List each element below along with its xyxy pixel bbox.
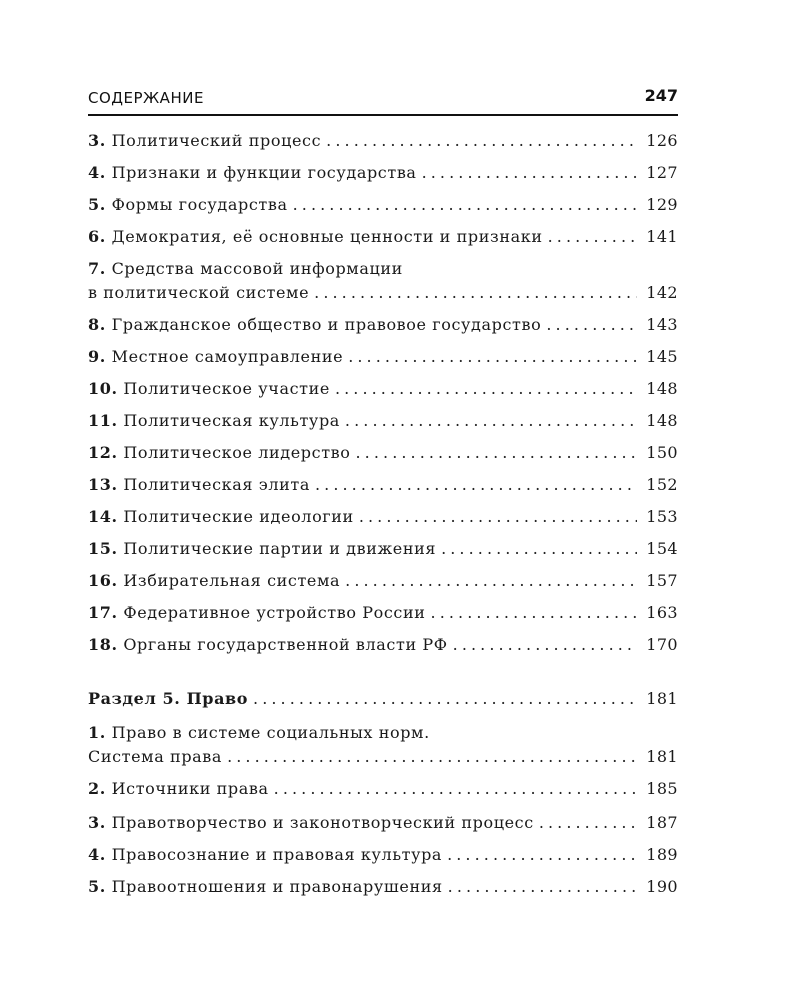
- section-page: 181: [646, 689, 678, 708]
- toc-entry[interactable]: [88, 226, 678, 248]
- toc-entry[interactable]: [88, 378, 678, 400]
- entry-title: Гражданское общество и правовое государство: [111, 315, 542, 334]
- dot-leader: [293, 194, 637, 216]
- entry-page: 150: [646, 443, 678, 462]
- entry-number: 18.: [88, 635, 118, 654]
- entry-title: Правоотношения и правонарушения: [111, 877, 443, 896]
- entry-title: Источники права: [111, 779, 269, 798]
- entry-title: Федеративное устройство России: [123, 603, 426, 622]
- entry-page: 127: [646, 163, 678, 182]
- entry-title: Избирательная система: [123, 571, 341, 590]
- entry-number: 12.: [88, 443, 118, 462]
- entry-number: 3.: [88, 131, 106, 150]
- entry-title-line1: Средства массовой информации: [111, 259, 403, 278]
- entry-title-line1: Право в системе социальных норм.: [111, 723, 430, 742]
- entry-number: 6.: [88, 227, 106, 246]
- entry-page: 145: [646, 347, 678, 366]
- toc-entry[interactable]: [88, 722, 678, 768]
- dot-leader: [335, 378, 637, 400]
- toc-entry[interactable]: [88, 634, 678, 656]
- entry-number: 2.: [88, 779, 106, 798]
- entry-number: 13.: [88, 475, 118, 494]
- toc-entry[interactable]: [88, 812, 678, 834]
- toc-entry[interactable]: [88, 258, 678, 304]
- dot-leader: [453, 634, 637, 656]
- running-header: [88, 86, 678, 112]
- entry-page: 148: [646, 411, 678, 430]
- dot-leader: [253, 688, 637, 710]
- entry-title: Политическое лидерство: [123, 443, 351, 462]
- entry-page: 170: [646, 635, 678, 654]
- entry-number: 8.: [88, 315, 106, 334]
- entry-page: 163: [646, 603, 678, 622]
- toc-entry[interactable]: [88, 538, 678, 560]
- entry-page: 126: [646, 131, 678, 150]
- toc-entry[interactable]: [88, 162, 678, 184]
- dot-leader: [422, 162, 637, 184]
- entry-page: 143: [646, 315, 678, 334]
- entry-title: Формы государства: [111, 195, 288, 214]
- entry-title: Местное самоуправление: [111, 347, 344, 366]
- entry-page: 189: [646, 845, 678, 864]
- entry-number: 11.: [88, 411, 118, 430]
- toc-entry[interactable]: [88, 474, 678, 496]
- toc-entry[interactable]: [88, 442, 678, 464]
- entry-title: Политическая элита: [123, 475, 310, 494]
- dot-leader: [314, 282, 637, 304]
- dot-leader: [431, 602, 637, 624]
- dot-leader: [345, 410, 637, 432]
- entry-number: 7.: [88, 259, 106, 278]
- dot-leader: [448, 876, 637, 898]
- header-rule: [88, 114, 678, 116]
- entry-title: Политическая культура: [123, 411, 340, 430]
- entry-page: 153: [646, 507, 678, 526]
- entry-page: 190: [646, 877, 678, 896]
- header-page-number: 247: [644, 86, 678, 105]
- toc-entry[interactable]: [88, 506, 678, 528]
- entry-page: 181: [646, 747, 678, 766]
- entry-number: 9.: [88, 347, 106, 366]
- entry-page: 185: [646, 779, 678, 798]
- entry-title: Правосознание и правовая культура: [111, 845, 443, 864]
- entry-number: 1.: [88, 723, 106, 742]
- toc-section-heading[interactable]: [88, 688, 678, 710]
- toc-entry[interactable]: [88, 314, 678, 336]
- toc-entry[interactable]: [88, 130, 678, 152]
- dot-leader: [539, 812, 637, 834]
- toc-entry[interactable]: [88, 602, 678, 624]
- entry-title: Политическое участие: [123, 379, 330, 398]
- entry-number: 10.: [88, 379, 118, 398]
- entry-number: 16.: [88, 571, 118, 590]
- dot-leader: [326, 130, 637, 152]
- section-title: Раздел 5. Право: [88, 689, 249, 708]
- dot-leader: [359, 506, 637, 528]
- toc-entry[interactable]: [88, 876, 678, 898]
- entry-title: Органы государственной власти РФ: [123, 635, 448, 654]
- entry-title: Политический процесс: [111, 131, 322, 150]
- entry-number: 17.: [88, 603, 118, 622]
- dot-leader: [315, 474, 637, 496]
- entry-number: 14.: [88, 507, 118, 526]
- entry-title: Политические идеологии: [123, 507, 354, 526]
- header-title: СОДЕРЖАНИЕ: [88, 89, 204, 107]
- entry-title: Демократия, её основные ценности и признаки: [111, 227, 543, 246]
- entry-page: 152: [646, 475, 678, 494]
- entry-number: 4.: [88, 845, 106, 864]
- dot-leader: [356, 442, 638, 464]
- entry-page: 141: [646, 227, 678, 246]
- entry-title: Признаки и функции государства: [111, 163, 417, 182]
- entry-page: 187: [646, 813, 678, 832]
- entry-title: Правотворчество и законотворческий процесс: [111, 813, 534, 832]
- entry-page: 157: [646, 571, 678, 590]
- entry-page: 129: [646, 195, 678, 214]
- dot-leader: [227, 746, 637, 768]
- entry-number: 5.: [88, 195, 106, 214]
- entry-page: 148: [646, 379, 678, 398]
- entry-number: 5.: [88, 877, 106, 896]
- entry-number: 15.: [88, 539, 118, 558]
- entry-page: 154: [646, 539, 678, 558]
- entry-title-line2: в политической системе: [88, 283, 310, 302]
- dot-leader: [441, 538, 637, 560]
- toc-entry[interactable]: [88, 778, 678, 800]
- dot-leader: [345, 570, 637, 592]
- dot-leader: [274, 778, 637, 800]
- toc-entry[interactable]: [88, 194, 678, 216]
- toc-entry[interactable]: [88, 410, 678, 432]
- dot-leader: [447, 844, 637, 866]
- entry-number: 4.: [88, 163, 106, 182]
- entry-title-line2: Система права: [88, 747, 223, 766]
- toc-entry[interactable]: [88, 844, 678, 866]
- dot-leader: [546, 314, 637, 336]
- dot-leader: [348, 346, 637, 368]
- entry-title: Политические партии и движения: [123, 539, 437, 558]
- toc-entry[interactable]: [88, 346, 678, 368]
- toc-entry[interactable]: [88, 570, 678, 592]
- dot-leader: [548, 226, 637, 248]
- entry-number: 3.: [88, 813, 106, 832]
- entry-page: 142: [646, 283, 678, 302]
